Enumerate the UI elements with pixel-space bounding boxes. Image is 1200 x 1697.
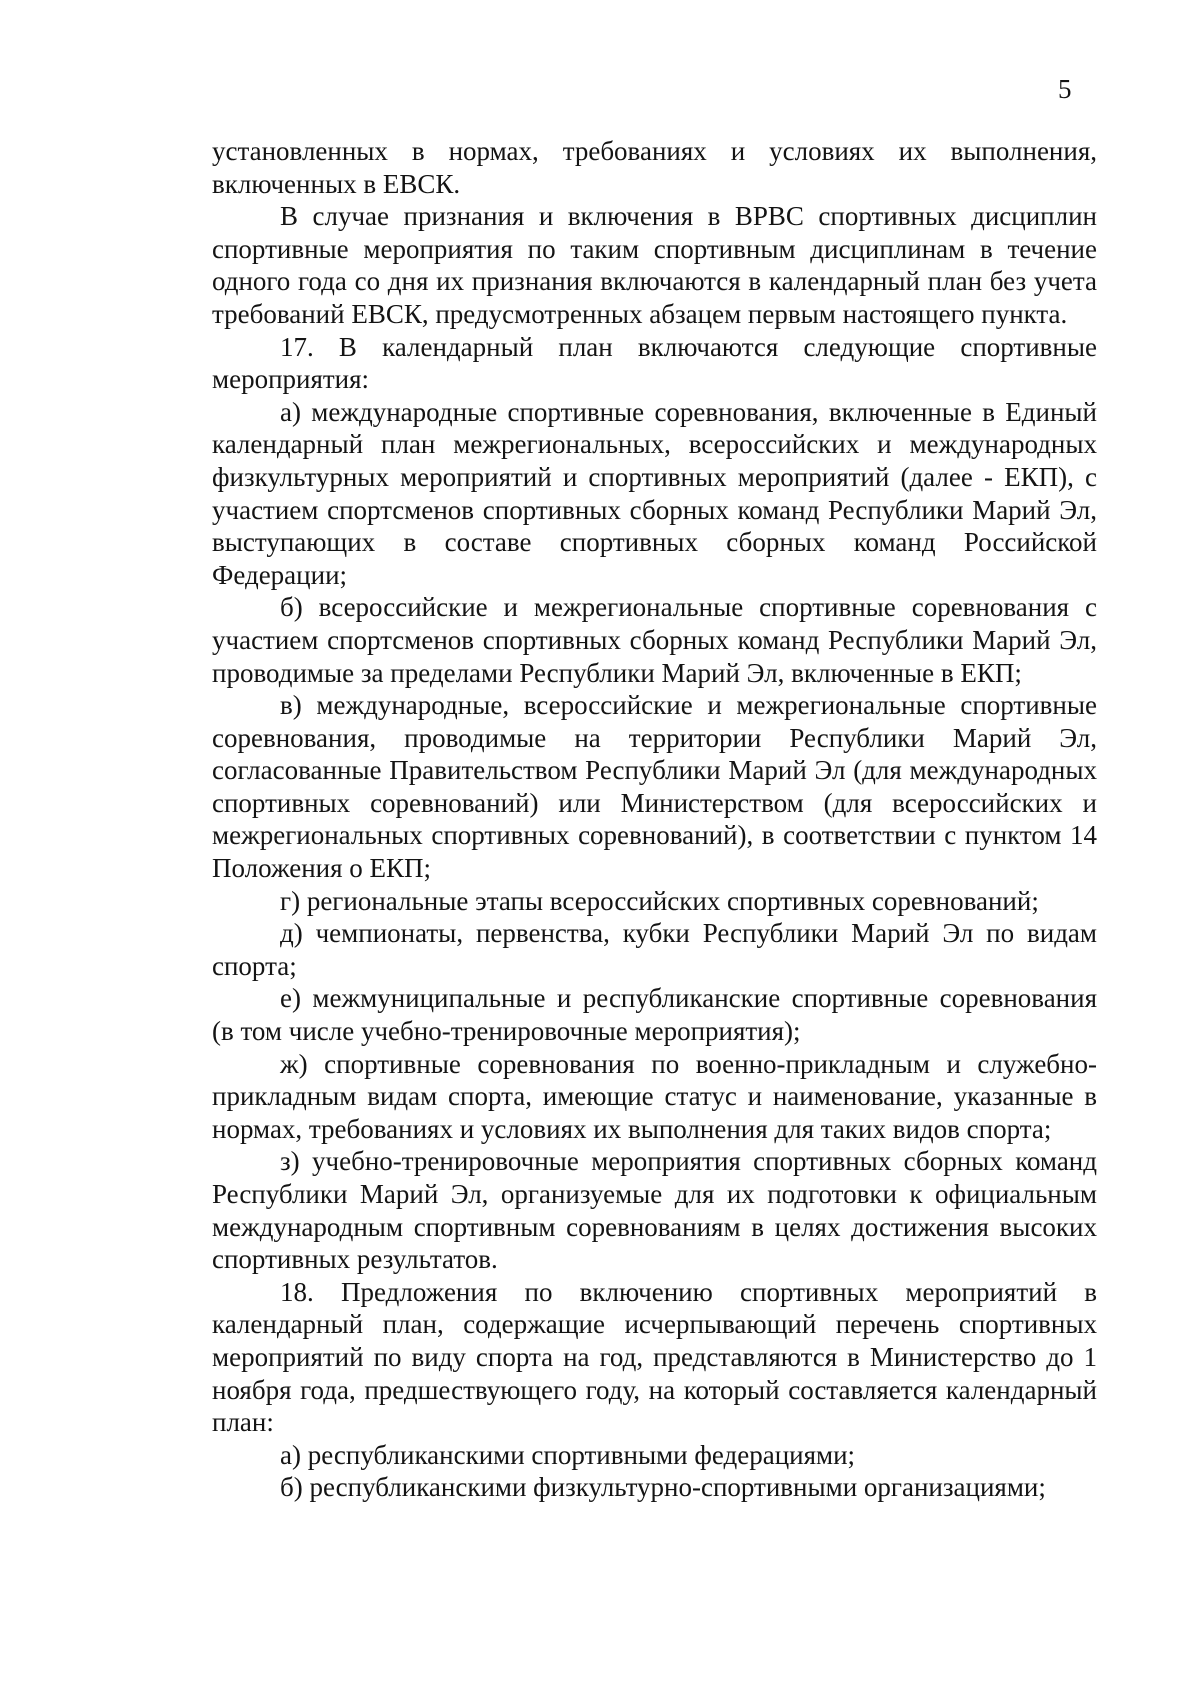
paragraph-17-g: г) региональные этапы всероссийских спортивных соревнований; — [280, 885, 1039, 916]
paragraph-17-v: в) международные, всероссийские и межрегиональные спортивные соревнования, проводимые на территории Республики Марий Эл, согласованные Правительством Республики Марий Эл (для международных спортивных соревнований) или Министерством (для всероссийских и межрегиональных спортивных соревнований), в соответствии с пунктом 14 Положения о ЕКП; — [212, 690, 1097, 884]
paragraph-17: 17. В календарный план включаются следующие спортивные мероприятия: — [212, 331, 1097, 395]
paragraph-17-z: з) учебно-тренировочные мероприятия спортивных сборных команд Республики Марий Эл, организуемые для их подготовки к официальным международным спортивным соревнованиям в целях достижения высоких спортивных результатов. — [212, 1146, 1097, 1275]
paragraph-17-zh: ж) спортивные соревнования по военно-прикладным и служебно-прикладным видам спорта, имеющие статус и наименование, указанные в нормах, требованиях и условиях их выполнения для таких видов спорта; — [212, 1048, 1097, 1144]
paragraph-17-d: д) чемпионаты, первенства, кубки Республики Марий Эл по видам спорта; — [212, 918, 1097, 981]
page-number: 5 — [1058, 74, 1072, 104]
paragraph-18-a: а) республиканскими спортивными федерациями; — [280, 1439, 856, 1470]
document-body — [212, 135, 1097, 1504]
paragraph-17-a: а) международные спортивные соревнования, включенные в Единый календарный план межрегиональных, всероссийских и международных физкультурных мероприятий и спортивных мероприятий (далее - ЕКП), с участием спортсменов спортивных сборных команд Республики Марий Эл, выступающих в составе спортивных сборных команд Российской Федерации; — [212, 396, 1097, 590]
paragraph-vrvs-disciplines: В случае признания и включения в ВРВС спортивных дисциплин спортивные мероприятия по таким спортивным дисциплинам в течение одного года со дня их признания включаются в календарный план без учета требований ЕВСК, предусмотренных абзацем первым настоящего пункта. — [212, 201, 1097, 329]
paragraph-17-e: е) межмуниципальные и республиканские спортивные соревнования (в том числе учебно-тренировочные мероприятия); — [212, 983, 1097, 1047]
paragraph-intro-continuation: установленных в нормах, требованиях и условиях их выполнения, включенных в ЕВСК. — [212, 136, 1097, 199]
paragraph-18-b: б) республиканскими физкультурно-спортивными организациями; — [280, 1472, 1046, 1503]
paragraph-17-b: б) всероссийские и межрегиональные спортивные соревнования с участием спортсменов спортивных сборных команд Республики Марий Эл, проводимые за пределами Республики Марий Эл, включенные в ЕКП; — [212, 592, 1097, 688]
paragraph-18: 18. Предложения по включению спортивных мероприятий в календарный план, содержащие исчерпывающий перечень спортивных мероприятий по виду спорта на год, представляются в Министерство до 1 ноября года, предшествующего году, на который составляется календарный план: — [212, 1276, 1097, 1438]
